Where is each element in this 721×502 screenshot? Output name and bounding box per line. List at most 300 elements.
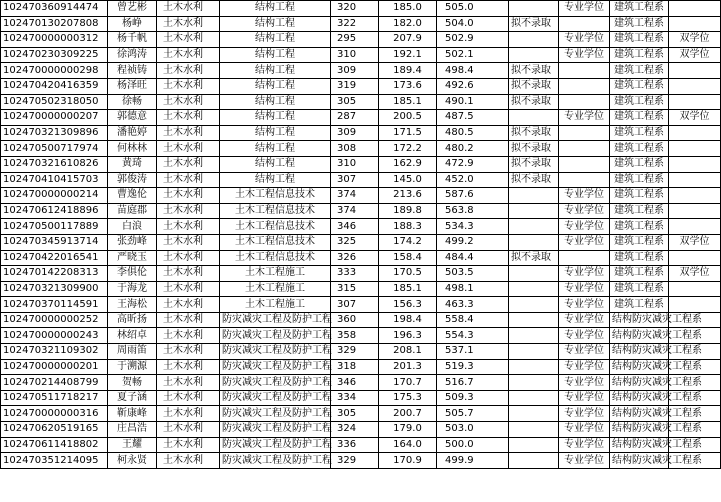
candidate-name-cell: 庄昌浩 — [108, 422, 157, 438]
admission-status-cell — [509, 328, 559, 344]
score-retest-cell: 170.9 — [379, 453, 437, 469]
score-total-cell: 502.1 — [437, 47, 509, 63]
degree-type-cell — [559, 63, 610, 79]
discipline-cell: 土木水利 — [157, 266, 220, 282]
degree-type-cell: 专业学位 — [559, 234, 610, 250]
research-direction-cell: 防灾减灾工程及防护工程 — [220, 390, 331, 406]
candidate-name-cell: 曾艺彬 — [108, 1, 157, 17]
score-retest-cell: 185.0 — [379, 1, 437, 17]
admission-status-cell — [509, 47, 559, 63]
discipline-cell: 土木水利 — [157, 406, 220, 422]
degree-type-cell: 专业学位 — [559, 219, 610, 235]
research-direction-cell: 防灾减灾工程及防护工程 — [220, 375, 331, 391]
department-cell: 结构防灾减灾工程系 — [610, 375, 669, 391]
score-retest-cell: 170.7 — [379, 375, 437, 391]
admission-status-cell — [509, 344, 559, 360]
score-preliminary-cell: 309 — [331, 125, 379, 141]
research-direction-cell: 防灾减灾工程及防护工程 — [220, 453, 331, 469]
department-cell: 结构防灾减灾工程系 — [610, 359, 669, 375]
candidate-id-cell: 102470611418802 — [1, 437, 108, 453]
candidate-name-cell: 杨泽旺 — [108, 78, 157, 94]
candidate-name-cell: 高昕扬 — [108, 312, 157, 328]
score-retest-cell: 156.3 — [379, 297, 437, 313]
admission-status-cell — [509, 359, 559, 375]
admission-status-cell — [509, 281, 559, 297]
research-direction-cell: 防灾减灾工程及防护工程 — [220, 328, 331, 344]
discipline-cell: 土木水利 — [157, 344, 220, 360]
candidate-id-cell: 102470500117889 — [1, 219, 108, 235]
candidate-name-cell: 杨千帆 — [108, 32, 157, 48]
department-cell: 建筑工程系 — [610, 203, 669, 219]
department-cell: 建筑工程系 — [610, 250, 669, 266]
admission-status-cell — [509, 453, 559, 469]
candidate-id-cell: 102470000000201 — [1, 359, 108, 375]
score-preliminary-cell: 308 — [331, 141, 379, 157]
score-total-cell: 505.0 — [437, 1, 509, 17]
department-cell: 建筑工程系 — [610, 16, 669, 32]
research-direction-cell: 防灾减灾工程及防护工程 — [220, 422, 331, 438]
table-row — [1, 359, 721, 375]
score-preliminary-cell: 315 — [331, 281, 379, 297]
score-retest-cell: 164.0 — [379, 437, 437, 453]
discipline-cell: 土木水利 — [157, 203, 220, 219]
degree-type-cell: 专业学位 — [559, 188, 610, 204]
score-preliminary-cell: 287 — [331, 110, 379, 126]
candidate-id-cell: 102470351214095 — [1, 453, 108, 469]
score-preliminary-cell: 336 — [331, 437, 379, 453]
note-cell — [669, 141, 721, 157]
score-retest-cell: 201.3 — [379, 359, 437, 375]
research-direction-cell: 土木工程信息技术 — [220, 234, 331, 250]
score-preliminary-cell: 346 — [331, 375, 379, 391]
department-cell: 建筑工程系 — [610, 63, 669, 79]
table-row — [1, 32, 721, 48]
degree-type-cell: 专业学位 — [559, 1, 610, 17]
research-direction-cell: 结构工程 — [220, 125, 331, 141]
admission-status-cell — [509, 266, 559, 282]
research-direction-cell: 土木工程施工 — [220, 281, 331, 297]
candidate-id-cell: 102470142208313 — [1, 266, 108, 282]
score-total-cell: 499.9 — [437, 453, 509, 469]
research-direction-cell: 结构工程 — [220, 16, 331, 32]
table-row — [1, 156, 721, 172]
candidate-name-cell: 曹逸伦 — [108, 188, 157, 204]
degree-type-cell: 专业学位 — [559, 47, 610, 63]
score-preliminary-cell: 295 — [331, 32, 379, 48]
note-cell: 双学位 — [669, 266, 721, 282]
admission-status-cell — [509, 390, 559, 406]
degree-type-cell — [559, 94, 610, 110]
degree-type-cell — [559, 16, 610, 32]
department-cell: 建筑工程系 — [610, 1, 669, 17]
candidate-name-cell: 李俱伦 — [108, 266, 157, 282]
score-preliminary-cell: 318 — [331, 359, 379, 375]
score-total-cell: 499.2 — [437, 234, 509, 250]
admission-status-cell: 拟不录取 — [509, 94, 559, 110]
discipline-cell: 土木水利 — [157, 32, 220, 48]
department-cell: 建筑工程系 — [610, 188, 669, 204]
research-direction-cell: 结构工程 — [220, 156, 331, 172]
admission-status-cell: 拟不录取 — [509, 156, 559, 172]
candidate-id-cell: 102470502318050 — [1, 94, 108, 110]
admission-status-cell — [509, 110, 559, 126]
discipline-cell: 土木水利 — [157, 188, 220, 204]
research-direction-cell: 土木工程施工 — [220, 266, 331, 282]
degree-type-cell: 专业学位 — [559, 422, 610, 438]
table-row — [1, 234, 721, 250]
candidate-id-cell: 102470620519165 — [1, 422, 108, 438]
score-total-cell: 472.9 — [437, 156, 509, 172]
score-preliminary-cell: 324 — [331, 422, 379, 438]
candidate-name-cell: 黄琦 — [108, 156, 157, 172]
department-cell: 建筑工程系 — [610, 156, 669, 172]
discipline-cell: 土木水利 — [157, 375, 220, 391]
degree-type-cell: 专业学位 — [559, 375, 610, 391]
note-cell — [669, 297, 721, 313]
candidate-name-cell: 柯永贤 — [108, 453, 157, 469]
candidate-name-cell: 林绍卓 — [108, 328, 157, 344]
score-preliminary-cell: 334 — [331, 390, 379, 406]
score-total-cell: 509.3 — [437, 390, 509, 406]
candidate-name-cell: 于海龙 — [108, 281, 157, 297]
score-preliminary-cell: 360 — [331, 312, 379, 328]
score-retest-cell: 208.1 — [379, 344, 437, 360]
research-direction-cell: 结构工程 — [220, 32, 331, 48]
score-total-cell: 534.3 — [437, 219, 509, 235]
table-row — [1, 437, 721, 453]
table-row — [1, 250, 721, 266]
department-cell: 结构防灾减灾工程系 — [610, 437, 669, 453]
candidate-name-cell: 苗庭郡 — [108, 203, 157, 219]
department-cell: 建筑工程系 — [610, 141, 669, 157]
score-total-cell: 587.6 — [437, 188, 509, 204]
degree-type-cell — [559, 125, 610, 141]
discipline-cell: 土木水利 — [157, 110, 220, 126]
department-cell: 建筑工程系 — [610, 234, 669, 250]
note-cell — [669, 78, 721, 94]
note-cell — [669, 281, 721, 297]
research-direction-cell: 结构工程 — [220, 63, 331, 79]
table-row — [1, 375, 721, 391]
score-preliminary-cell: 329 — [331, 453, 379, 469]
candidate-name-cell: 严晓玉 — [108, 250, 157, 266]
research-direction-cell: 结构工程 — [220, 172, 331, 188]
research-direction-cell: 防灾减灾工程及防护工程 — [220, 437, 331, 453]
score-preliminary-cell: 305 — [331, 406, 379, 422]
score-retest-cell: 196.3 — [379, 328, 437, 344]
degree-type-cell: 专业学位 — [559, 203, 610, 219]
degree-type-cell — [559, 156, 610, 172]
note-cell: 双学位 — [669, 234, 721, 250]
candidate-name-cell: 郭德意 — [108, 110, 157, 126]
score-retest-cell: 173.6 — [379, 78, 437, 94]
admission-status-cell: 拟不录取 — [509, 125, 559, 141]
score-total-cell: 487.5 — [437, 110, 509, 126]
department-cell: 结构防灾减灾工程系 — [610, 406, 669, 422]
degree-type-cell: 专业学位 — [559, 406, 610, 422]
research-direction-cell: 土木工程信息技术 — [220, 219, 331, 235]
candidate-id-cell: 102470130207808 — [1, 16, 108, 32]
note-cell — [669, 94, 721, 110]
score-total-cell: 500.0 — [437, 437, 509, 453]
note-cell — [669, 219, 721, 235]
research-direction-cell: 防灾减灾工程及防护工程 — [220, 344, 331, 360]
table-row — [1, 297, 721, 313]
table-row — [1, 328, 721, 344]
discipline-cell: 土木水利 — [157, 390, 220, 406]
admission-status-cell: 拟不录取 — [509, 78, 559, 94]
note-cell — [669, 63, 721, 79]
discipline-cell: 土木水利 — [157, 437, 220, 453]
score-total-cell: 498.1 — [437, 281, 509, 297]
department-cell: 结构防灾减灾工程系 — [610, 390, 669, 406]
score-total-cell: 505.7 — [437, 406, 509, 422]
score-preliminary-cell: 309 — [331, 63, 379, 79]
admission-status-cell — [509, 312, 559, 328]
candidate-id-cell: 102470000000207 — [1, 110, 108, 126]
department-cell: 结构防灾减灾工程系 — [610, 312, 669, 328]
table-row — [1, 1, 721, 17]
score-retest-cell: 158.4 — [379, 250, 437, 266]
degree-type-cell — [559, 250, 610, 266]
table-row — [1, 312, 721, 328]
score-preliminary-cell: 326 — [331, 250, 379, 266]
admission-status-cell — [509, 188, 559, 204]
candidate-name-cell: 潘艳婷 — [108, 125, 157, 141]
score-preliminary-cell: 320 — [331, 1, 379, 17]
department-cell: 结构防灾减灾工程系 — [610, 344, 669, 360]
degree-type-cell: 专业学位 — [559, 328, 610, 344]
candidate-id-cell: 102470000000214 — [1, 188, 108, 204]
department-cell: 建筑工程系 — [610, 32, 669, 48]
table-row — [1, 203, 721, 219]
admission-status-cell: 拟不录取 — [509, 63, 559, 79]
degree-type-cell: 专业学位 — [559, 266, 610, 282]
candidate-name-cell: 程祯铸 — [108, 63, 157, 79]
discipline-cell: 土木水利 — [157, 328, 220, 344]
candidate-name-cell: 徐畅 — [108, 94, 157, 110]
note-cell — [669, 16, 721, 32]
score-total-cell: 492.6 — [437, 78, 509, 94]
candidate-id-cell: 102470321309896 — [1, 125, 108, 141]
research-direction-cell: 结构工程 — [220, 141, 331, 157]
candidate-name-cell: 杨峥 — [108, 16, 157, 32]
candidate-id-cell: 102470420416359 — [1, 78, 108, 94]
research-direction-cell: 土木工程信息技术 — [220, 250, 331, 266]
degree-type-cell: 专业学位 — [559, 453, 610, 469]
score-retest-cell: 188.3 — [379, 219, 437, 235]
score-total-cell: 503.0 — [437, 422, 509, 438]
table-row — [1, 188, 721, 204]
candidate-id-cell: 102470000000298 — [1, 63, 108, 79]
candidate-id-cell: 102470422016541 — [1, 250, 108, 266]
candidate-id-cell: 102470321610826 — [1, 156, 108, 172]
research-direction-cell: 防灾减灾工程及防护工程 — [220, 359, 331, 375]
candidate-id-cell: 102470360914474 — [1, 1, 108, 17]
research-direction-cell: 结构工程 — [220, 94, 331, 110]
score-preliminary-cell: 307 — [331, 297, 379, 313]
table-row — [1, 406, 721, 422]
score-preliminary-cell: 346 — [331, 219, 379, 235]
degree-type-cell: 专业学位 — [559, 437, 610, 453]
discipline-cell: 土木水利 — [157, 125, 220, 141]
department-cell: 结构防灾减灾工程系 — [610, 453, 669, 469]
score-retest-cell: 189.8 — [379, 203, 437, 219]
table-row — [1, 110, 721, 126]
department-cell: 建筑工程系 — [610, 47, 669, 63]
score-total-cell: 502.9 — [437, 32, 509, 48]
discipline-cell: 土木水利 — [157, 312, 220, 328]
admission-status-cell: 拟不录取 — [509, 141, 559, 157]
discipline-cell: 土木水利 — [157, 281, 220, 297]
table-row — [1, 390, 721, 406]
score-retest-cell: 189.4 — [379, 63, 437, 79]
score-total-cell: 537.1 — [437, 344, 509, 360]
score-retest-cell: 179.0 — [379, 422, 437, 438]
candidate-id-cell: 102470000000312 — [1, 32, 108, 48]
discipline-cell: 土木水利 — [157, 359, 220, 375]
score-retest-cell: 207.9 — [379, 32, 437, 48]
degree-type-cell: 专业学位 — [559, 390, 610, 406]
candidate-id-cell: 102470410415703 — [1, 172, 108, 188]
admission-status-cell — [509, 422, 559, 438]
discipline-cell: 土木水利 — [157, 219, 220, 235]
admission-status-cell: 拟不录取 — [509, 16, 559, 32]
admission-status-cell — [509, 375, 559, 391]
admission-status-cell — [509, 203, 559, 219]
score-preliminary-cell: 310 — [331, 47, 379, 63]
note-cell — [669, 188, 721, 204]
score-retest-cell: 175.3 — [379, 390, 437, 406]
department-cell: 建筑工程系 — [610, 219, 669, 235]
department-cell: 建筑工程系 — [610, 281, 669, 297]
research-direction-cell: 防灾减灾工程及防护工程 — [220, 312, 331, 328]
degree-type-cell: 专业学位 — [559, 312, 610, 328]
score-preliminary-cell: 329 — [331, 344, 379, 360]
table-row — [1, 16, 721, 32]
table-row — [1, 453, 721, 469]
degree-type-cell: 专业学位 — [559, 32, 610, 48]
note-cell — [669, 172, 721, 188]
department-cell: 结构防灾减灾工程系 — [610, 422, 669, 438]
candidate-id-cell: 102470214408799 — [1, 375, 108, 391]
score-total-cell: 480.2 — [437, 141, 509, 157]
table-row — [1, 172, 721, 188]
table-row — [1, 422, 721, 438]
admission-status-cell: 拟不录取 — [509, 172, 559, 188]
table-body — [1, 1, 721, 469]
research-direction-cell: 防灾减灾工程及防护工程 — [220, 406, 331, 422]
department-cell: 建筑工程系 — [610, 78, 669, 94]
note-cell — [669, 203, 721, 219]
note-cell: 双学位 — [669, 110, 721, 126]
score-retest-cell: 162.9 — [379, 156, 437, 172]
department-cell: 建筑工程系 — [610, 110, 669, 126]
degree-type-cell: 专业学位 — [559, 359, 610, 375]
score-total-cell: 480.5 — [437, 125, 509, 141]
candidate-id-cell: 102470321309900 — [1, 281, 108, 297]
score-retest-cell: 182.0 — [379, 16, 437, 32]
candidate-id-cell: 102470370114591 — [1, 297, 108, 313]
candidate-id-cell: 102470230309225 — [1, 47, 108, 63]
candidate-name-cell: 郭俊涛 — [108, 172, 157, 188]
candidate-id-cell: 102470612418896 — [1, 203, 108, 219]
candidate-name-cell: 于溯源 — [108, 359, 157, 375]
department-cell: 结构防灾减灾工程系 — [610, 328, 669, 344]
candidate-name-cell: 周雨笛 — [108, 344, 157, 360]
candidate-name-cell: 夏子涵 — [108, 390, 157, 406]
research-direction-cell: 结构工程 — [220, 110, 331, 126]
score-retest-cell: 172.2 — [379, 141, 437, 157]
candidate-name-cell: 靳康峰 — [108, 406, 157, 422]
department-cell: 建筑工程系 — [610, 94, 669, 110]
score-total-cell: 563.8 — [437, 203, 509, 219]
score-retest-cell: 185.1 — [379, 94, 437, 110]
department-cell: 建筑工程系 — [610, 297, 669, 313]
score-total-cell: 490.1 — [437, 94, 509, 110]
admission-status-cell: 拟不录取 — [509, 250, 559, 266]
research-direction-cell: 土木工程信息技术 — [220, 188, 331, 204]
discipline-cell: 土木水利 — [157, 78, 220, 94]
admission-status-cell — [509, 32, 559, 48]
candidate-id-cell: 102470321109302 — [1, 344, 108, 360]
candidate-name-cell: 王海松 — [108, 297, 157, 313]
score-total-cell: 558.4 — [437, 312, 509, 328]
score-total-cell: 516.7 — [437, 375, 509, 391]
table-row — [1, 141, 721, 157]
discipline-cell: 土木水利 — [157, 1, 220, 17]
admission-status-cell — [509, 406, 559, 422]
score-retest-cell: 198.4 — [379, 312, 437, 328]
research-direction-cell: 结构工程 — [220, 78, 331, 94]
score-retest-cell: 192.1 — [379, 47, 437, 63]
score-retest-cell: 145.0 — [379, 172, 437, 188]
note-cell — [669, 125, 721, 141]
research-direction-cell: 土木工程信息技术 — [220, 203, 331, 219]
table-row — [1, 219, 721, 235]
note-cell — [669, 156, 721, 172]
research-direction-cell: 结构工程 — [220, 47, 331, 63]
degree-type-cell: 专业学位 — [559, 110, 610, 126]
score-preliminary-cell: 325 — [331, 234, 379, 250]
candidate-name-cell: 徐鸿涛 — [108, 47, 157, 63]
admission-status-cell — [509, 234, 559, 250]
score-retest-cell: 174.2 — [379, 234, 437, 250]
note-cell: 双学位 — [669, 32, 721, 48]
table-row — [1, 94, 721, 110]
candidate-id-cell: 102470511718217 — [1, 390, 108, 406]
admission-status-cell — [509, 437, 559, 453]
research-direction-cell: 结构工程 — [220, 1, 331, 17]
score-total-cell: 554.3 — [437, 328, 509, 344]
degree-type-cell — [559, 141, 610, 157]
department-cell: 建筑工程系 — [610, 172, 669, 188]
candidate-name-cell: 张劲峰 — [108, 234, 157, 250]
table-row — [1, 266, 721, 282]
table-row — [1, 125, 721, 141]
note-cell — [669, 250, 721, 266]
score-total-cell: 484.4 — [437, 250, 509, 266]
admission-status-cell — [509, 219, 559, 235]
score-total-cell: 504.0 — [437, 16, 509, 32]
score-preliminary-cell: 310 — [331, 156, 379, 172]
score-retest-cell: 200.7 — [379, 406, 437, 422]
score-preliminary-cell: 333 — [331, 266, 379, 282]
degree-type-cell: 专业学位 — [559, 344, 610, 360]
table-row — [1, 78, 721, 94]
score-retest-cell: 213.6 — [379, 188, 437, 204]
candidate-name-cell: 白浪 — [108, 219, 157, 235]
